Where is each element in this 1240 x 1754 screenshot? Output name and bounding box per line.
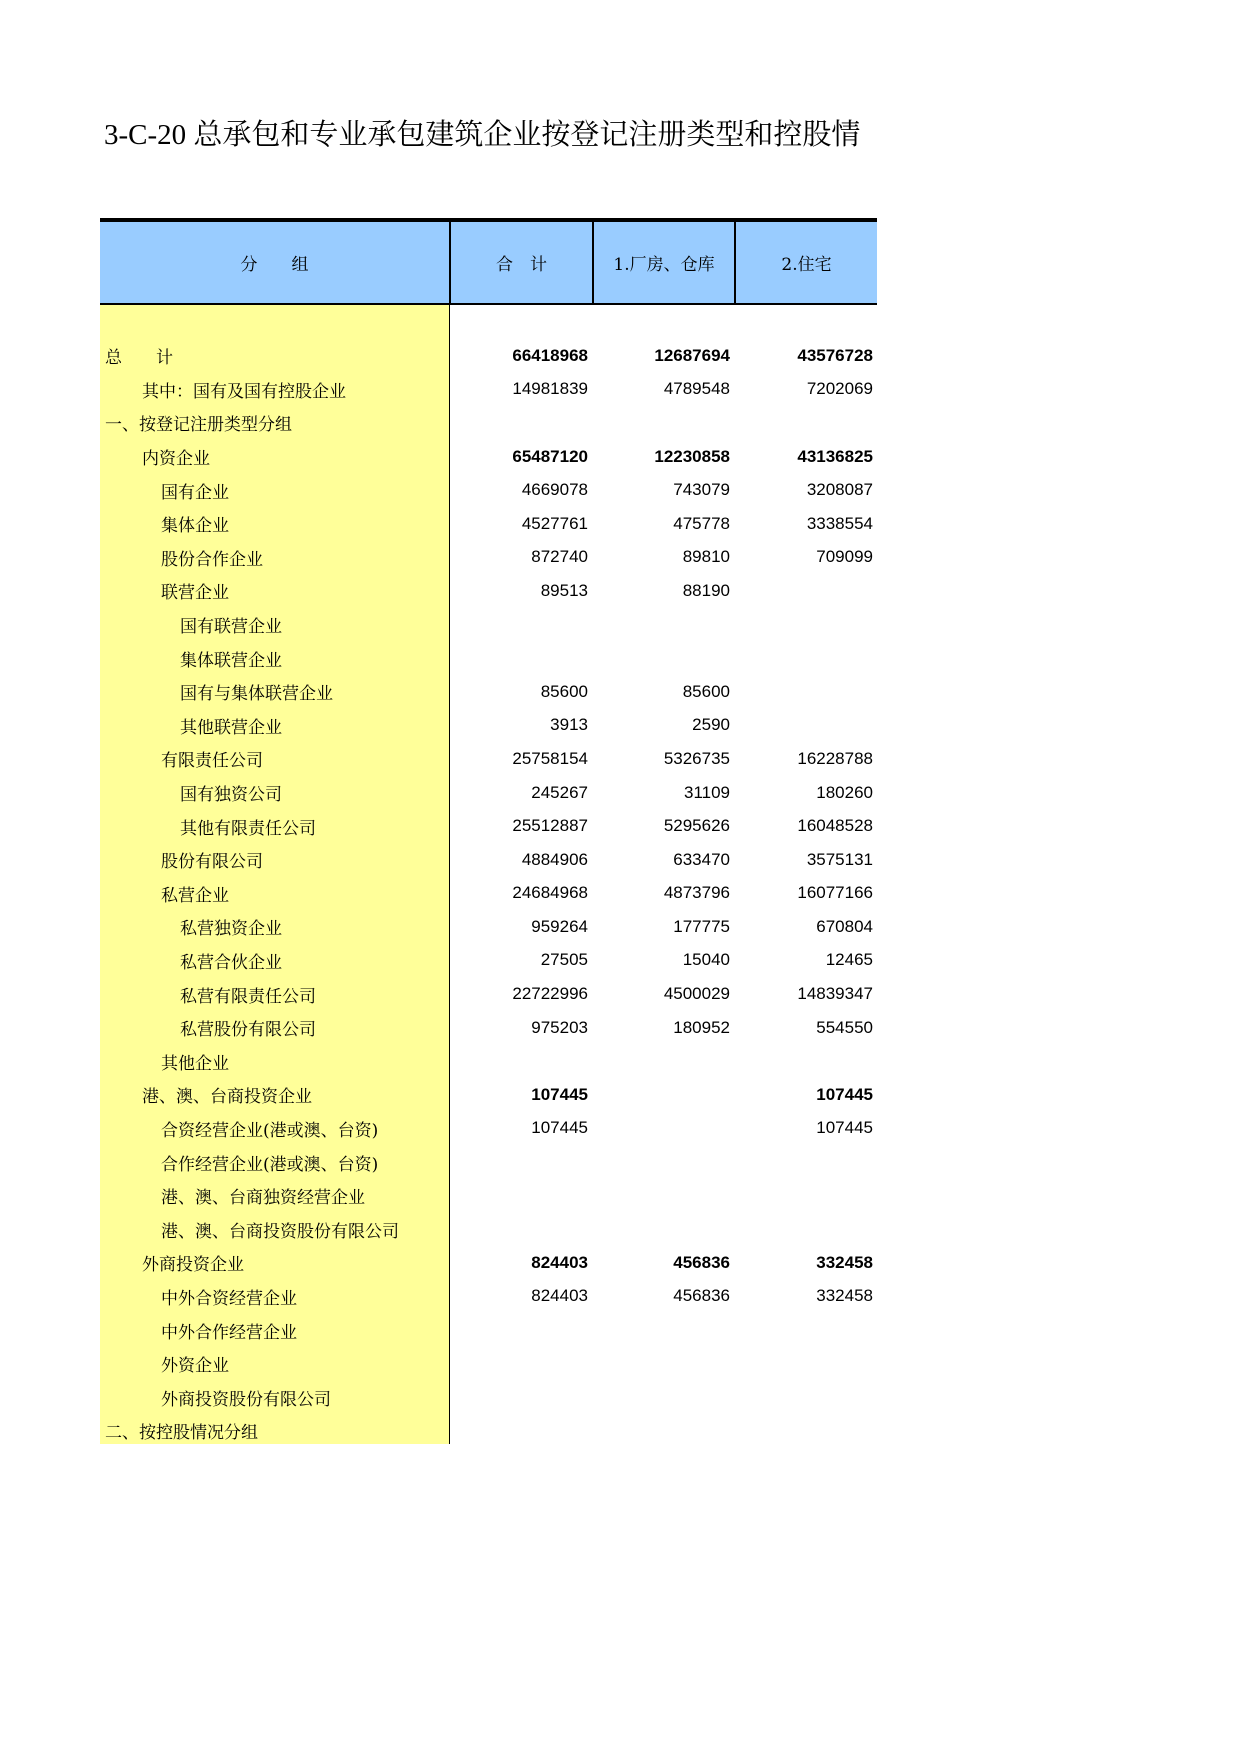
table-body bbox=[100, 305, 877, 1448]
cell-value: 107445 bbox=[816, 1118, 873, 1138]
data-table bbox=[100, 218, 877, 1448]
cell-value: 824403 bbox=[531, 1286, 588, 1306]
row-label: 私营股份有限公司 bbox=[180, 1020, 316, 1041]
row-label: 港、澳、台商投资股份有限公司 bbox=[161, 1221, 399, 1242]
row-label: 外资企业 bbox=[161, 1356, 229, 1377]
cell-value: 89513 bbox=[540, 580, 588, 600]
cell-value: 180952 bbox=[673, 1017, 730, 1037]
table-row bbox=[100, 406, 877, 440]
cell-value: 177775 bbox=[673, 916, 730, 936]
cell-value: 7202069 bbox=[806, 379, 873, 399]
row-label: 中外合作经营企业 bbox=[161, 1322, 297, 1343]
table-row bbox=[100, 977, 877, 1011]
cell-value: 975203 bbox=[531, 1017, 588, 1037]
table-row bbox=[100, 1380, 877, 1414]
cell-value: 16228788 bbox=[797, 748, 873, 768]
cell-value: 959264 bbox=[531, 916, 588, 936]
cell-value: 245267 bbox=[531, 782, 588, 802]
cell-value: 4669078 bbox=[521, 480, 588, 500]
header-factory: 1.厂房、仓库 bbox=[592, 222, 734, 303]
row-label: 港、澳、台商投资企业 bbox=[142, 1087, 312, 1108]
header-total: 合 计 bbox=[449, 222, 592, 303]
cell-value: 872740 bbox=[531, 547, 588, 567]
row-label: 其他联营企业 bbox=[180, 717, 282, 738]
table-row bbox=[100, 339, 877, 373]
row-label: 内资企业 bbox=[142, 449, 210, 470]
row-label: 私营独资企业 bbox=[180, 919, 282, 940]
table-row bbox=[100, 541, 877, 575]
cell-value: 85600 bbox=[682, 681, 730, 701]
cell-value: 332458 bbox=[816, 1252, 873, 1272]
table-row bbox=[100, 742, 877, 776]
row-label: 集体企业 bbox=[161, 516, 229, 537]
cell-value: 25512887 bbox=[512, 816, 588, 836]
table-row bbox=[100, 473, 877, 507]
cell-value: 4527761 bbox=[521, 513, 588, 533]
table-row bbox=[100, 1179, 877, 1213]
row-label: 中外合资经营企业 bbox=[161, 1288, 297, 1309]
cell-value: 4873796 bbox=[663, 883, 730, 903]
row-label: 其他企业 bbox=[161, 1053, 229, 1074]
table-row bbox=[100, 1011, 877, 1045]
cell-value: 5295626 bbox=[663, 816, 730, 836]
cell-value: 31109 bbox=[683, 782, 730, 802]
cell-value: 27505 bbox=[540, 950, 588, 970]
cell-value: 107445 bbox=[816, 1084, 873, 1104]
row-label: 有限责任公司 bbox=[161, 751, 263, 772]
cell-value: 15040 bbox=[682, 950, 730, 970]
row-label: 其他有限责任公司 bbox=[180, 818, 316, 839]
cell-value: 43136825 bbox=[797, 446, 873, 466]
row-label: 合作经营企业(港或澳、台资) bbox=[161, 1154, 379, 1175]
cell-value: 3913 bbox=[550, 715, 588, 735]
cell-value: 2590 bbox=[692, 715, 730, 735]
cell-value: 16048528 bbox=[797, 816, 873, 836]
cell-value: 12465 bbox=[825, 950, 873, 970]
row-label: 集体联营企业 bbox=[180, 650, 282, 671]
table-row bbox=[100, 1280, 877, 1314]
table-row bbox=[100, 507, 877, 541]
cell-value: 633470 bbox=[673, 849, 730, 869]
table-row bbox=[100, 709, 877, 743]
page-title: 3-C-20 总承包和专业承包建筑企业按登记注册类型和控股情 bbox=[104, 119, 861, 151]
table-row bbox=[100, 373, 877, 407]
table-row bbox=[100, 776, 877, 810]
cell-value: 14981839 bbox=[512, 379, 588, 399]
cell-value: 4884906 bbox=[521, 849, 588, 869]
cell-value: 475778 bbox=[673, 513, 730, 533]
header-residential: 2.住宅 bbox=[734, 222, 877, 303]
table-row bbox=[100, 1246, 877, 1280]
cell-value: 12687694 bbox=[654, 345, 730, 365]
cell-value: 89810 bbox=[682, 547, 730, 567]
table-row bbox=[100, 1145, 877, 1179]
cell-value: 554550 bbox=[816, 1017, 873, 1037]
cell-value: 456836 bbox=[673, 1252, 730, 1272]
cell-value: 4789548 bbox=[663, 379, 730, 399]
table-row bbox=[100, 1347, 877, 1381]
row-label: 外商投资股份有限公司 bbox=[161, 1389, 331, 1410]
table-row bbox=[100, 1212, 877, 1246]
cell-value: 3575131 bbox=[806, 849, 873, 869]
row-label: 私营合伙企业 bbox=[180, 952, 282, 973]
cell-value: 107445 bbox=[531, 1084, 588, 1104]
row-label: 总 计 bbox=[105, 348, 173, 369]
header-group: 分 组 bbox=[240, 255, 309, 275]
cell-value: 43576728 bbox=[797, 345, 873, 365]
table-row bbox=[100, 675, 877, 709]
row-label: 国有独资公司 bbox=[180, 785, 282, 806]
row-label: 私营企业 bbox=[161, 885, 229, 906]
row-label: 联营企业 bbox=[161, 583, 229, 604]
row-label: 国有与集体联营企业 bbox=[180, 684, 333, 705]
cell-value: 12230858 bbox=[654, 446, 730, 466]
cell-value: 180260 bbox=[816, 782, 873, 802]
row-label: 合资经营企业(港或澳、台资) bbox=[161, 1120, 379, 1141]
cell-value: 709099 bbox=[816, 547, 873, 567]
table-header bbox=[100, 218, 877, 305]
cell-value: 65487120 bbox=[512, 446, 588, 466]
cell-value: 743079 bbox=[673, 480, 730, 500]
table-row bbox=[100, 944, 877, 978]
cell-value: 107445 bbox=[531, 1118, 588, 1138]
row-label: 一、按登记注册类型分组 bbox=[105, 415, 292, 436]
cell-value: 332458 bbox=[816, 1286, 873, 1306]
table-row bbox=[100, 910, 877, 944]
table-row bbox=[100, 1414, 877, 1448]
table-row bbox=[100, 574, 877, 608]
cell-value: 25758154 bbox=[512, 748, 588, 768]
cell-value: 14839347 bbox=[797, 984, 873, 1004]
cell-value: 85600 bbox=[540, 681, 588, 701]
row-label: 其中：国有及国有控股企业 bbox=[142, 381, 346, 402]
row-label: 股份有限公司 bbox=[161, 852, 263, 873]
table-row bbox=[100, 1044, 877, 1078]
cell-value: 16077166 bbox=[797, 883, 873, 903]
table-row bbox=[100, 1313, 877, 1347]
row-label: 国有企业 bbox=[161, 482, 229, 503]
table-row bbox=[100, 809, 877, 843]
row-label: 私营有限责任公司 bbox=[180, 986, 316, 1007]
table-row bbox=[100, 440, 877, 474]
cell-value: 5326735 bbox=[663, 748, 730, 768]
cell-value: 3208087 bbox=[806, 480, 873, 500]
table-row bbox=[100, 1078, 877, 1112]
cell-value: 4500029 bbox=[663, 984, 730, 1004]
table-row bbox=[100, 1112, 877, 1146]
cell-value: 66418968 bbox=[512, 345, 588, 365]
cell-value: 824403 bbox=[531, 1252, 588, 1272]
cell-value: 3338554 bbox=[806, 513, 873, 533]
row-label: 港、澳、台商独资经营企业 bbox=[161, 1188, 365, 1209]
table-row bbox=[100, 843, 877, 877]
table-row bbox=[100, 641, 877, 675]
row-label: 二、按控股情况分组 bbox=[105, 1423, 258, 1444]
cell-value: 456836 bbox=[673, 1286, 730, 1306]
table-row bbox=[100, 608, 877, 642]
row-label: 股份合作企业 bbox=[161, 549, 263, 570]
row-label: 国有联营企业 bbox=[180, 617, 282, 638]
cell-value: 88190 bbox=[682, 580, 730, 600]
cell-value: 670804 bbox=[816, 916, 873, 936]
table-row bbox=[100, 877, 877, 911]
row-label: 外商投资企业 bbox=[142, 1255, 244, 1276]
cell-value: 24684968 bbox=[512, 883, 588, 903]
cell-value: 22722996 bbox=[512, 984, 588, 1004]
